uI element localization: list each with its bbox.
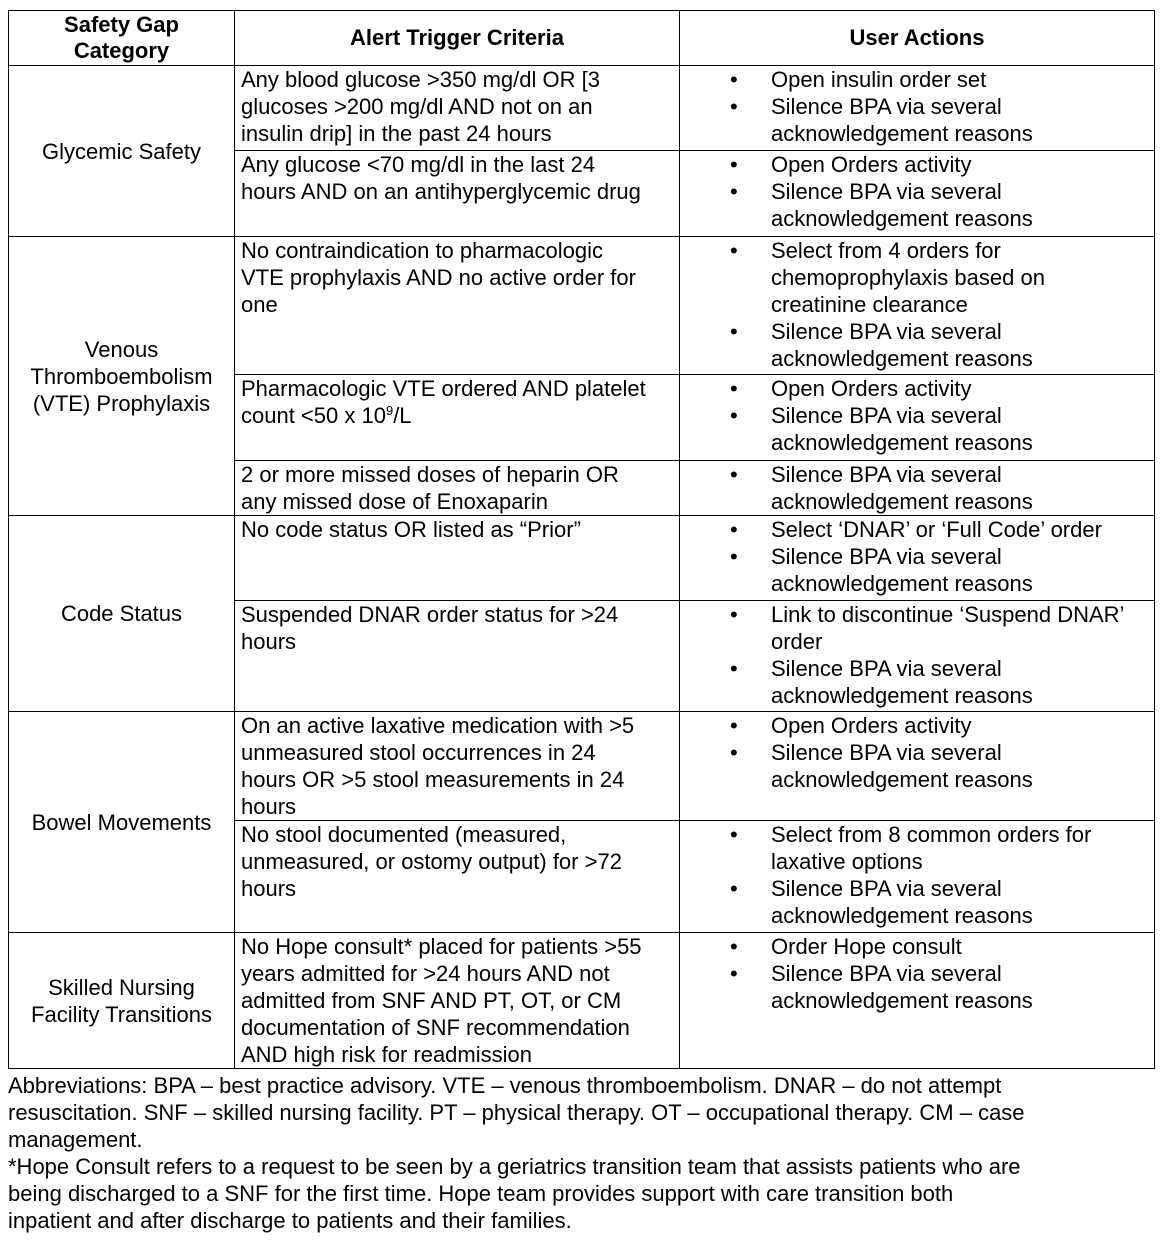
action-list-item xyxy=(680,151,1154,178)
criteria-line: hours AND on an antihyperglycemic drug xyxy=(241,179,641,204)
bullet-icon: • xyxy=(730,876,738,901)
action-text-line: acknowledgement reasons xyxy=(771,571,1033,596)
note-line: management. xyxy=(8,1127,143,1152)
criteria-cell xyxy=(235,601,680,712)
criteria-line: No stool documented (measured, xyxy=(241,822,567,847)
criteria-line: Any blood glucose >350 mg/dl OR [3 xyxy=(241,67,600,92)
bullet-icon: • xyxy=(730,319,738,344)
action-text-line: Silence BPA via several xyxy=(771,94,1002,119)
actions-cell xyxy=(680,66,1155,151)
category-cell xyxy=(9,933,235,1069)
note-line: resuscitation. SNF – skilled nursing facility. PT – physical therapy. OT – occupational therapy. CM – case xyxy=(8,1100,1025,1125)
action-list-item xyxy=(680,375,1154,402)
criteria-line: unmeasured, or ostomy output) for >72 xyxy=(241,849,622,874)
bullet-icon: • xyxy=(730,403,738,428)
criteria-line: any missed dose of Enoxaparin xyxy=(241,489,548,514)
criteria-line: Suspended DNAR order status for >24 xyxy=(241,602,619,627)
note-line: inpatient and after discharge to patients and their families. xyxy=(8,1208,572,1233)
action-text-line: Silence BPA via several xyxy=(771,544,1002,569)
bullet-icon: • xyxy=(730,152,738,177)
action-text-line: Select from 8 common orders for xyxy=(771,822,1092,847)
bullet-icon: • xyxy=(730,602,738,627)
table-row xyxy=(9,933,1155,1069)
category-label-line: Thromboembolism xyxy=(30,363,213,389)
criteria-line: No code status OR listed as “Prior” xyxy=(241,517,581,542)
table-row xyxy=(9,516,1155,601)
criteria-line: 2 or more missed doses of heparin OR xyxy=(241,462,619,487)
action-text-line: order xyxy=(771,629,823,654)
action-list-item xyxy=(680,318,1154,372)
criteria-cell: Pharmacologic VTE ordered AND platelet count <50 x $10^9/L$ xyxy=(235,375,680,461)
note-line: being discharged to a SNF for the first time. Hope team provides support with care transition both xyxy=(8,1181,954,1206)
action-text-line: Link to discontinue ‘Suspend DNAR’ xyxy=(771,602,1125,627)
criteria-line: VTE prophylaxis AND no active order for xyxy=(241,265,636,290)
criteria-cell xyxy=(235,237,680,375)
actions-cell xyxy=(680,516,1155,601)
criteria-line: AND high risk for readmission xyxy=(241,1042,532,1067)
action-list-item xyxy=(680,237,1154,318)
criteria-line: No contraindication to pharmacologic xyxy=(241,238,603,263)
bullet-icon: • xyxy=(730,67,738,92)
action-text-line: Select from 4 orders for xyxy=(771,238,1001,263)
bullet-icon: • xyxy=(730,517,738,542)
criteria-cell xyxy=(235,516,680,601)
actions-cell xyxy=(680,461,1155,516)
header-actions: User Actions xyxy=(680,11,1155,66)
action-list-item xyxy=(680,66,1154,93)
bullet-icon: • xyxy=(730,934,738,959)
criteria-line: unmeasured stool occurrences in 24 xyxy=(241,740,596,765)
note-line: *Hope Consult refers to a request to be seen by a geriatrics transition team that assists patients who are xyxy=(8,1154,1021,1179)
action-list-item xyxy=(680,739,1154,793)
category-label-line: Venous xyxy=(84,336,159,362)
action-text-line: Silence BPA via several xyxy=(771,179,1002,204)
criteria-line: No Hope consult* placed for patients >55 xyxy=(241,934,642,959)
action-list-item xyxy=(680,601,1154,655)
action-list-item xyxy=(680,516,1154,543)
bullet-icon: • xyxy=(730,961,738,986)
actions-cell xyxy=(680,712,1155,821)
action-list-item xyxy=(680,960,1154,1014)
criteria-cell xyxy=(235,821,680,933)
actions-cell xyxy=(680,375,1155,461)
action-text-line: Silence BPA via several xyxy=(771,740,1002,765)
category-label-line: Skilled Nursing xyxy=(48,974,195,1000)
table-notes xyxy=(8,1072,1158,1234)
action-text-line: Open Orders activity xyxy=(771,152,972,177)
action-list-item xyxy=(680,655,1154,709)
criteria-cell xyxy=(235,933,680,1069)
action-text-line: acknowledgement reasons xyxy=(771,988,1033,1013)
actions-cell xyxy=(680,237,1155,375)
criteria-cell xyxy=(235,461,680,516)
action-list-item xyxy=(680,402,1154,456)
category-label-line: Facility Transitions xyxy=(31,1001,212,1027)
table-row xyxy=(9,712,1155,821)
bullet-icon: • xyxy=(730,740,738,765)
action-text-line: Silence BPA via several xyxy=(771,462,1002,487)
actions-cell xyxy=(680,933,1155,1069)
bullet-icon: • xyxy=(730,376,738,401)
action-text-line: creatinine clearance xyxy=(771,292,968,317)
action-text-line: acknowledgement reasons xyxy=(771,121,1033,146)
category-label-line: Glycemic Safety xyxy=(42,138,201,164)
action-list-item xyxy=(680,543,1154,597)
action-text-line: Silence BPA via several xyxy=(771,961,1002,986)
category-label-line: Code Status xyxy=(60,601,183,626)
criteria-line: hours xyxy=(241,876,297,901)
criteria-line: documentation of SNF recommendation xyxy=(241,1015,630,1040)
bullet-icon: • xyxy=(730,822,738,847)
action-text-line: acknowledgement reasons xyxy=(771,346,1033,371)
criteria-line: one xyxy=(241,292,278,317)
criteria-line: On an active laxative medication with >5 xyxy=(241,713,635,738)
criteria-line: Any glucose <70 mg/dl in the last 24 xyxy=(241,152,596,177)
action-list-item xyxy=(680,933,1154,960)
action-text-line: acknowledgement reasons xyxy=(771,430,1033,455)
category-cell xyxy=(9,237,235,516)
category-label-line: (VTE) Prophylaxis xyxy=(32,390,211,416)
action-text-line: acknowledgement reasons xyxy=(771,767,1033,792)
criteria-line: insulin drip] in the past 24 hours xyxy=(241,121,552,146)
action-text-line: Silence BPA via several xyxy=(771,876,1002,901)
actions-cell xyxy=(680,601,1155,712)
action-text-line: chemoprophylaxis based on xyxy=(771,265,1045,290)
criteria-cell xyxy=(235,712,680,821)
category-cell xyxy=(9,66,235,237)
category-cell xyxy=(9,712,235,933)
bullet-icon: • xyxy=(730,238,738,263)
bullet-icon: • xyxy=(730,94,738,119)
category-cell xyxy=(9,516,235,712)
action-text-line: Silence BPA via several xyxy=(771,656,1002,681)
action-text-line: Open Orders activity xyxy=(771,376,972,401)
criteria-line: years admitted for >24 hours AND not xyxy=(241,961,610,986)
criteria-line: hours xyxy=(241,794,297,819)
bullet-icon: • xyxy=(730,179,738,204)
action-list-item xyxy=(680,178,1154,232)
action-text-line: Select ‘DNAR’ or ‘Full Code’ order xyxy=(771,517,1102,542)
abbreviations-note xyxy=(8,1072,1158,1153)
category-label-line: Bowel Movements xyxy=(31,809,212,835)
criteria-cell xyxy=(235,151,680,237)
header-row xyxy=(9,11,1155,66)
action-list-item xyxy=(680,875,1154,929)
action-text-line: acknowledgement reasons xyxy=(771,489,1033,514)
action-text-line: acknowledgement reasons xyxy=(771,903,1033,928)
bullet-icon: • xyxy=(730,713,738,738)
action-text-line: laxative options xyxy=(771,849,923,874)
bullet-icon: • xyxy=(730,462,738,487)
header-criteria: Alert Trigger Criteria xyxy=(235,11,680,66)
table-row xyxy=(9,66,1155,151)
criteria-line: glucoses >200 mg/dl AND not on an xyxy=(241,94,593,119)
safety-gap-table xyxy=(8,10,1155,1069)
action-text-line: Silence BPA via several xyxy=(771,319,1002,344)
action-text-line: acknowledgement reasons xyxy=(771,206,1033,231)
note-line: Abbreviations: BPA – best practice advisory. VTE – venous thromboembolism. DNAR – do not attempt xyxy=(8,1073,1002,1098)
table-row xyxy=(9,237,1155,375)
action-text-line: acknowledgement reasons xyxy=(771,683,1033,708)
criteria-line: admitted from SNF AND PT, OT, or CM xyxy=(241,988,622,1013)
action-text-line: Open Orders activity xyxy=(771,713,972,738)
action-list-item xyxy=(680,821,1154,875)
actions-cell xyxy=(680,821,1155,933)
bullet-icon: • xyxy=(730,656,738,681)
action-list-item xyxy=(680,712,1154,739)
action-text-line: Open insulin order set xyxy=(771,67,987,92)
actions-cell xyxy=(680,151,1155,237)
header-category: Safety Gap Category xyxy=(9,11,235,66)
hope-consult-note xyxy=(8,1153,1158,1234)
action-list-item xyxy=(680,461,1154,515)
action-text-line: Silence BPA via several xyxy=(771,403,1002,428)
criteria-line: hours xyxy=(241,629,297,654)
criteria-line: hours OR >5 stool measurements in 24 xyxy=(241,767,625,792)
action-list-item xyxy=(680,93,1154,147)
bullet-icon: • xyxy=(730,544,738,569)
criteria-cell xyxy=(235,66,680,151)
action-text-line: Order Hope consult xyxy=(771,934,962,959)
